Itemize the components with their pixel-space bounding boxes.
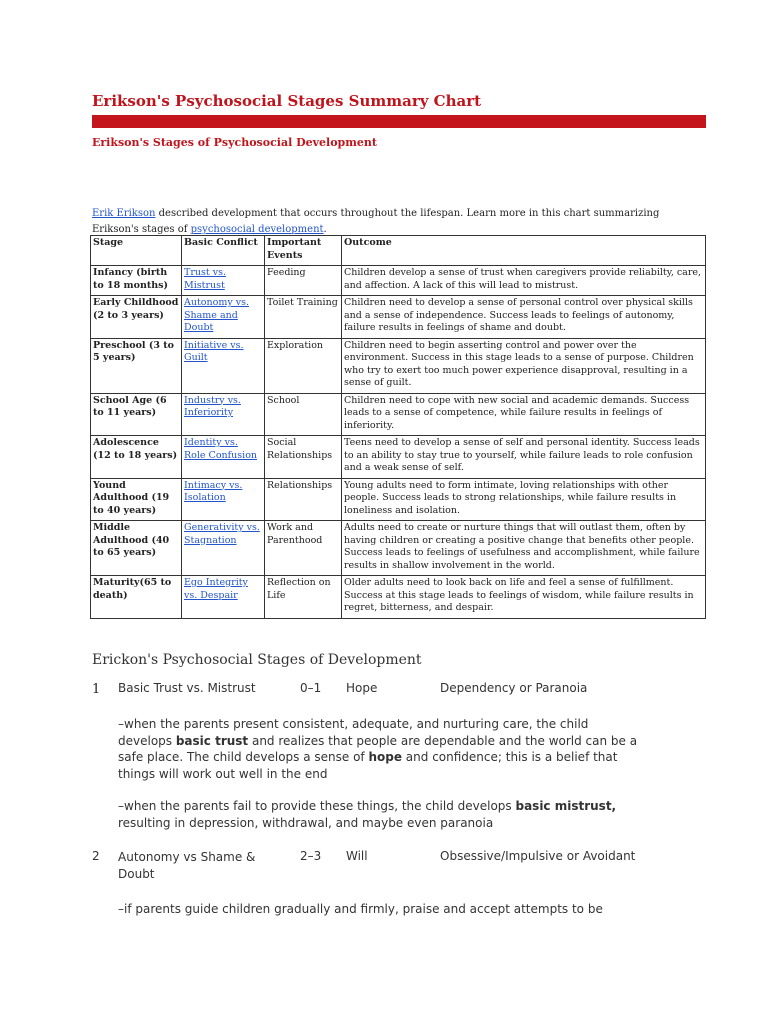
table-row <box>91 338 706 393</box>
page-subtitle: Erikson's Stages of Psychosocial Development <box>92 136 377 149</box>
stage-cell: Preschool (3 to 5 years) <box>91 338 182 393</box>
item-stage-name: Basic Trust vs. Mistrust <box>118 681 256 695</box>
item-pathology: Obsessive/Impulsive or Avoidant <box>440 849 636 863</box>
conflict-link[interactable]: Autonomy vs. Shame and Doubt <box>184 297 250 333</box>
item-number: 1 <box>92 682 101 697</box>
events-cell: Reflection on Life <box>265 576 342 619</box>
header-basic-conflict: Basic Conflict <box>182 236 265 266</box>
events-cell: Work and Parenthood <box>265 521 342 576</box>
table-row <box>91 296 706 339</box>
table-header-row <box>91 236 706 266</box>
outcome-cell: Teens need to develop a sense of self and personal identity. Success leads to an ability to stay true to yourself, while failure leads to role confusion and a weak sense of self. <box>342 436 706 479</box>
outcome-cell: Older adults need to look back on life and feel a sense of fulfillment. Success at this stage leads to feelings of wisdom, while failure results in regret, bitterness, and despair. <box>342 576 706 619</box>
table-row <box>91 266 706 296</box>
conflict-link[interactable]: Intimacy vs. Isolation <box>184 479 243 503</box>
conflict-link[interactable]: Generativity vs. Stagnation <box>184 522 260 546</box>
outcome-cell: Adults need to create or nurture things that will outlast them, often by having children or creating a positive change that benefits other people. Success leads to feelings of usefulness and accomplishment, while failure results in shallow involvement in the world. <box>342 521 706 576</box>
header-outcome: Outcome <box>342 236 706 266</box>
item-number: 2 <box>92 849 100 863</box>
outcome-cell: Children develop a sense of trust when caregivers provide reliabilty, care, and affection. A lack of this will lead to mistrust. <box>342 266 706 296</box>
conflict-link[interactable]: Trust vs. Mistrust <box>184 267 226 291</box>
stage-cell: School Age (6 to 11 years) <box>91 393 182 436</box>
stage-cell: Middle Adulthood (40 to 65 years) <box>91 521 182 576</box>
stage-cell: Early Childhood (2 to 3 years) <box>91 296 182 339</box>
item-pathology: Dependency or Paranoia <box>440 681 588 695</box>
psychosocial-development-link[interactable]: psychosocial development <box>190 224 324 235</box>
stage-cell: Adolescence (12 to 18 years) <box>91 436 182 479</box>
events-cell: Exploration <box>265 338 342 393</box>
header-important-events: Important Events <box>265 236 342 266</box>
item-age: 2–3 <box>300 849 322 863</box>
conflict-link[interactable]: Initiative vs. Guilt <box>184 339 244 363</box>
outcome-cell: Children need to develop a sense of personal control over physical skills and a sense of independence. Success leads to feelings of autonomy, failure results in feelings of shame and doubt. <box>342 296 706 339</box>
outcome-cell: Children need to begin asserting control and power over the environment. Success in this stage leads to a sense of purpose. Children who try to exert too much power experience disapproval, resulting in a sense of guilt. <box>342 338 706 393</box>
item-virtue: Will <box>346 849 368 863</box>
item-paragraph: –when the parents fail to provide these things, the child develops basic mistrust, resulting in depression, withdrawal, and maybe even paranoia <box>118 799 617 830</box>
table-row <box>91 576 706 619</box>
section-title: Erickon's Psychosocial Stages of Development <box>92 652 422 668</box>
outcome-cell: Children need to cope with new social and academic demands. Success leads to a sense of competence, while failure results in feelings of inferiority. <box>342 393 706 436</box>
events-cell: School <box>265 393 342 436</box>
item-age: 0–1 <box>300 681 322 695</box>
stage-cell: Yound Adulthood (19 to 40 years) <box>91 478 182 521</box>
events-cell: Relationships <box>265 478 342 521</box>
table-row <box>91 436 706 479</box>
item-virtue: Hope <box>346 681 378 695</box>
stage-cell: Infancy (birth to 18 months) <box>91 266 182 296</box>
stage-cell: Maturity(65 to death) <box>91 576 182 619</box>
item-stage-name: Autonomy vs Shame & Doubt <box>118 850 256 881</box>
events-cell: Social Relationships <box>265 436 342 479</box>
item-paragraph: –if parents guide children gradually and firmly, praise and accept attempts to be <box>118 902 603 916</box>
events-cell: Toilet Training <box>265 296 342 339</box>
intro-paragraph <box>92 206 702 238</box>
conflict-link[interactable]: Ego Integrity vs. Despair <box>184 577 248 601</box>
intro-text-2: . <box>323 224 327 235</box>
item-paragraph: –when the parents present consistent, adequate, and nurturing care, the child develops basic trust and realizes that people are dependable and the world can be a safe place. The child develops a sense of hope and confidence; this is a belief that things will work out well in the end <box>118 717 638 781</box>
header-stage: Stage <box>91 236 182 266</box>
stages-summary-table <box>90 235 706 619</box>
conflict-link[interactable]: Identity vs. Role Confusion <box>184 437 258 461</box>
intro-text-1: described development that occurs throughout the lifespan. Learn more in this chart summarizing Erikson's stages of <box>92 208 660 235</box>
outcome-cell: Young adults need to form intimate, loving relationships with other people. Success leads to strong relationships, while failure results in loneliness and isolation. <box>342 478 706 521</box>
conflict-link[interactable]: Industry vs. Inferiority <box>184 394 241 418</box>
erik-erikson-link[interactable]: Erik Erikson <box>92 208 156 219</box>
events-cell: Feeding <box>265 266 342 296</box>
table-row <box>91 478 706 521</box>
table-row <box>91 521 706 576</box>
title-divider-bar <box>92 115 706 128</box>
page-title: Erikson's Psychosocial Stages Summary Chart <box>92 92 482 110</box>
table-row <box>91 393 706 436</box>
